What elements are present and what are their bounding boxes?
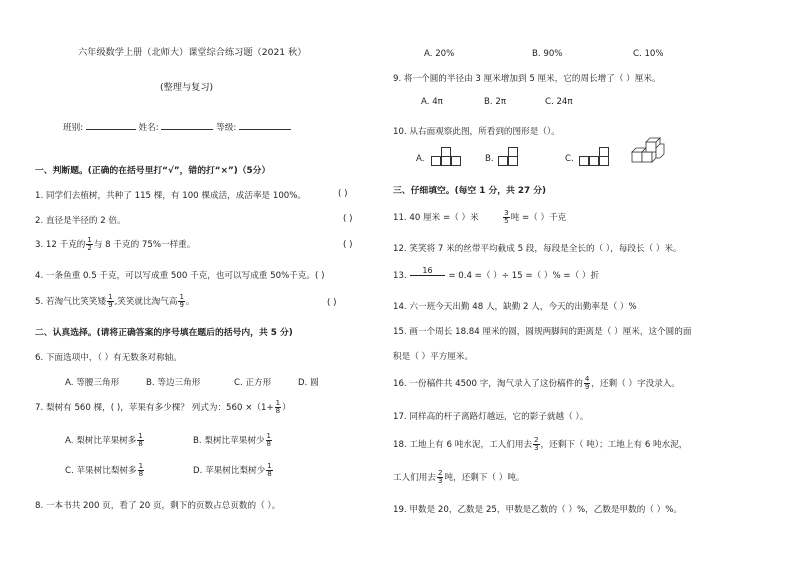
question-7-option-c[interactable]: C. 苹果树比梨树多 $\frac{1}{8}$ [65, 462, 144, 478]
class-label: 班别: [63, 123, 84, 133]
section-3-heading: 三、仔细填空。(每空 1 分，共 27 分) [393, 186, 547, 196]
question-7-option-d[interactable]: D. 苹果树比梨树少 $\frac{1}{8}$ [193, 462, 272, 478]
question-2-answer[interactable]: ( ) [343, 214, 353, 224]
page-title: 六年级数学上册（北师大）课堂综合练习题（2021 秋） [78, 47, 307, 58]
question-15-line-1: 15. 画一个周长 18.84 厘米的圆，圆规两脚间的距离是（ ）厘米，这个圆的面 [393, 327, 692, 337]
question-10: 10. 从右面观察此图，所看到的图形是（）。 [393, 127, 560, 137]
question-6-option-a[interactable]: A. 等腰三角形 [65, 378, 120, 388]
question-8-option-b[interactable]: B. 90% [532, 49, 563, 59]
option-c-shape [579, 147, 611, 167]
cube-stack-figure [630, 134, 666, 166]
question-6: 6. 下面选项中，（ ）有无数条对称轴。 [35, 353, 182, 363]
question-6-option-c[interactable]: C. 正方形 [234, 378, 272, 388]
question-9: 9. 将一个圆的半径由 3 厘米增加到 5 厘米，它的周长增了（ ）厘米。 [393, 74, 661, 84]
question-11: 11. 40 厘米 =（ ）米 $\frac{3}{5}$ 吨 =（ ）千克 [393, 209, 567, 225]
section-1-heading: 一、判断题。(正确的在括号里打“√”，错的打“×”)（5分） [35, 166, 271, 176]
question-1-answer[interactable]: ( ) [338, 189, 348, 199]
grade-label: 等级: [216, 123, 237, 133]
question-1: 1. 同学们去植树，共种了 115 棵，有 100 棵成活，成活率是 100%。 [35, 191, 307, 201]
question-14: 14. 六一班今天出勤 48 人，缺勤 2 人，今天的出勤率是（ ）% [393, 302, 637, 312]
option-a-shape [431, 147, 463, 167]
question-3-answer[interactable]: ( ) [343, 240, 353, 250]
question-7: 7. 梨树有 560 棵，( )，苹果有多少棵？ 列式为：560 ×（1+ $\frac{1}{8}$ ） [35, 399, 291, 415]
question-17: 17. 同样高的杆子离路灯越远，它的影子就越（ ）。 [393, 412, 589, 422]
question-16: 16. 一份稿件共 4500 字，淘气录入了这份稿件的 $\frac{4}{9}$ ，还剩（ ）字没录入。 [393, 375, 680, 391]
question-9-option-a[interactable]: A. 4π [421, 97, 443, 107]
question-10-option-a[interactable]: A. [416, 154, 425, 164]
question-18-line-1: 18. 工地上有 6 吨水泥，工人们用去 $\frac{2}{3}$ ，还剩下（ 吨）；工地上有 6 吨水泥， [393, 436, 688, 452]
question-10-option-b[interactable]: B. [485, 154, 494, 164]
option-b-shape [498, 147, 522, 167]
question-6-option-b[interactable]: B. 等边三角形 [146, 378, 201, 388]
question-4: 4. 一条鱼重 0.5 千克，可以写成重 500 千克，也可以写成重 50%千克。( ) [35, 271, 325, 281]
question-9-option-b[interactable]: B. 2π [484, 97, 507, 107]
question-19: 19. 甲数是 20，乙数是 25，甲数是乙数的（ ）%，乙数是甲数的（ ）%。 [393, 505, 682, 515]
question-7-option-a[interactable]: A. 梨树比苹果树多 $\frac{1}{8}$ [65, 432, 143, 448]
question-12: 12. 笑笑将 7 米的丝带平均截成 5 段，每段是全长的（ ），每段长（ ）米。 [393, 244, 682, 254]
name-blank[interactable] [161, 121, 213, 130]
question-8-option-a[interactable]: A. 20% [424, 49, 455, 59]
question-6-option-d[interactable]: D. 圆 [298, 378, 319, 388]
class-blank[interactable] [86, 121, 136, 130]
question-10-option-c[interactable]: C. [565, 154, 574, 164]
name-label: 姓名: [138, 123, 159, 133]
question-5-answer[interactable]: ( ) [327, 298, 337, 308]
section-2-heading: 二、认真选择。(请将正确答案的序号填在题后的括号内，共 5 分) [35, 328, 293, 338]
question-2: 2. 直径是半径的 2 倍。 [35, 216, 126, 226]
question-18-line-2: 工人们用去 $\frac{2}{3}$ 吨，还剩下（ ）吨。 [393, 469, 525, 485]
question-13: 13. $\frac{16}{0}$ = 0.4 =（ ）÷ 15 =（ ）% =（ ）折 [393, 266, 600, 285]
question-5: 5. 若淘气比笑笑矮 $\frac{1}{9}$ ,笑笑就比淘气高 $\frac{1}{9}$ 。 [35, 293, 195, 309]
question-7-option-b[interactable]: B. 梨树比苹果树少 $\frac{1}{8}$ [193, 432, 271, 448]
page-subtitle: (整理与复习) [160, 82, 214, 93]
question-8: 8. 一本书共 200 页，看了 20 页，剩下的页数占总页数的（ ）。 [35, 501, 281, 511]
question-15-line-2: 积是（ ）平方厘米。 [393, 352, 474, 362]
question-3: 3. 12 千克的 $\frac{1}{2}$ 与 8 千克的 75%一样重。 [35, 236, 196, 252]
question-8-option-c[interactable]: C. 10% [633, 49, 664, 59]
grade-blank[interactable] [239, 121, 291, 130]
info-line [63, 121, 291, 133]
question-9-option-c[interactable]: C. 24π [545, 97, 573, 107]
